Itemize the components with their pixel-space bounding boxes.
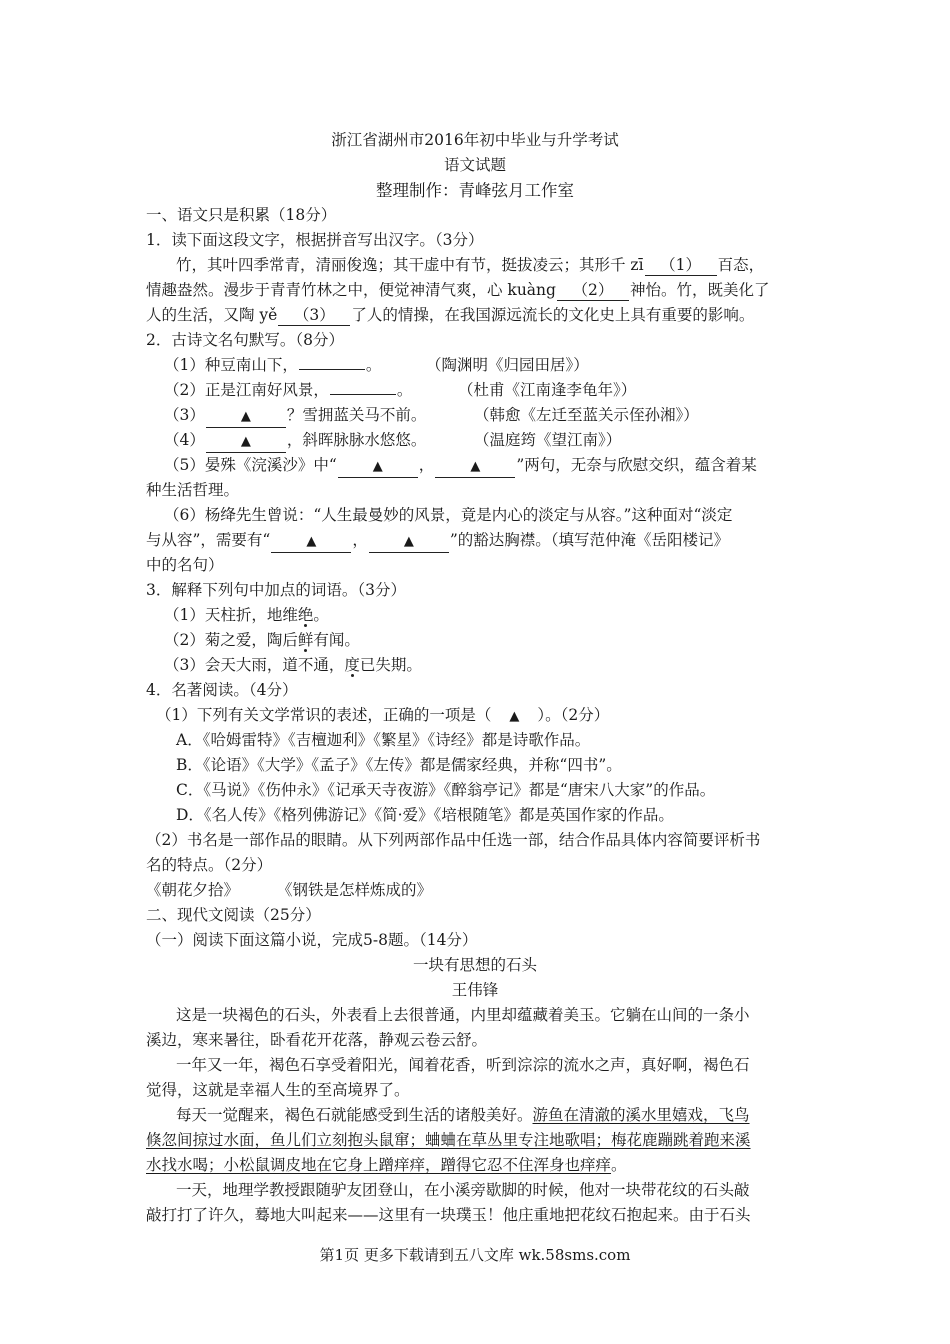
q4-option-b: B．《论语》《大学》《孟子》《左传》都是儒家经典，并称“四书”。 (176, 756, 622, 774)
q4-book-list (146, 878, 810, 903)
q1-stem: 1．读下面这段文字，根据拼音写出汉字。（3分） (146, 231, 484, 249)
q2-text: （1）种豆南山下， (164, 356, 298, 374)
story-paragraph-1: 这是一块褐色的石头，外表看上去很普通，内里却蕴藏着美玉。它躺在山间的一条小 (176, 1006, 750, 1024)
q3-item-2 (164, 628, 828, 653)
section2-part1: （一）阅读下面这篇小说，完成5-8题。（14分） (146, 931, 478, 949)
q2-text: ，斜晖脉脉水悠悠。 (286, 431, 427, 449)
story-text: 每天一觉醒来，褐色石就能感受到生活的诸般美好。 (176, 1106, 533, 1124)
q4-text: （1）下列有关文学常识的表述，正确的一项是（ (156, 706, 492, 724)
story-paragraph-1-cont: 溪边，寒来暑往，卧看花开花落，静观云卷云舒。 (146, 1031, 488, 1049)
q2-text: ？雪拥蓝关马不前。 (286, 406, 427, 424)
page-footer: 第1页 更多下载请到五八文库 wk.58sms.com (319, 1246, 631, 1264)
q1-blank-1: （1） (645, 255, 717, 276)
story-author: 王伟锋 (451, 981, 499, 999)
story-title: 一块有思想的石头 (412, 956, 537, 974)
q3-text: （3）会天大雨，道不通， (164, 656, 345, 674)
q2-text: ”的豁达胸襟。（填写范仲淹《岳阳楼记》 (449, 531, 730, 549)
q1-text: 神怡。竹，既美化了 (629, 281, 770, 299)
producer-line: 整理制作：青峰弦月工作室 (376, 181, 574, 200)
q2-item-5 (164, 453, 828, 478)
q4-option-a: A．《哈姆雷特》《吉檀迦利》《繁星》《诗经》都是诗歌作品。 (176, 731, 591, 749)
q1-paragraph-line-1 (176, 253, 840, 278)
dotted-word: 绝 (297, 606, 314, 624)
q2-stem: 2．古诗文名句默写。（8分） (146, 331, 344, 349)
q1-paragraph-line-2 (146, 278, 810, 303)
answer-marker: ▲ (271, 532, 351, 553)
q2-text: （2）正是江南好风景， (164, 381, 329, 399)
q2-text: ， (352, 531, 368, 549)
q2-text: 。 (396, 381, 413, 399)
q1-text: 百态， (717, 256, 765, 274)
q2-item-4 (164, 428, 828, 453)
q2-text: （3） (164, 406, 205, 424)
answer-marker: ▲ (509, 709, 520, 724)
dotted-word: 鲜 (297, 631, 314, 649)
story-paragraph-4: 一天，地理学教授跟随驴友团登山，在小溪旁歇脚的时候，他对一块带花纹的石头敲 (176, 1181, 750, 1199)
q2-text: （5）晏殊《浣溪沙》中“ (164, 456, 337, 474)
q1-blank-2: （2） (557, 280, 629, 301)
section1-heading: 一、语文只是积累（18分） (146, 206, 337, 224)
underlined-text: 水找水喝；小松鼠调皮地在它身上蹭痒痒，蹭得它忍不住浑身也痒痒 (146, 1156, 612, 1174)
q1-text: 了人的情操，在我国源远流长的文化史上具有重要的影响。 (351, 306, 755, 324)
q4-sub-2-cont: 名的特点。（2分） (146, 856, 273, 874)
q4-sub-2: （2）书名是一部作品的眼睛。从下列两部作品中任选一部，结合作品具体内容简要评析书 (146, 831, 761, 849)
q1-text: 人的生活，又陶 yě (146, 306, 278, 324)
q3-item-1 (164, 603, 828, 628)
q2-item-6: （6）杨绛先生曾说：“人生最曼妙的风景，竟是内心的淡定与从容。”这种面对“淡定 (164, 506, 733, 524)
q4-text: ）。（2分） (537, 706, 610, 724)
q1-text: 竹，其叶四季常青，清丽俊逸；其干虚中有节，挺拔凌云；其形千 zī (176, 256, 644, 274)
story-text: 。 (611, 1156, 627, 1174)
answer-marker: ▲ (369, 532, 449, 553)
q2-blank (330, 394, 396, 395)
story-paragraph-3-end (146, 1153, 810, 1178)
story-paragraph-2: 一年又一年，褐色石享受着阳光，闻着花香，听到淙淙的流水之声，真好啊，褐色石 (176, 1056, 750, 1074)
q1-text: 情趣盎然。漫步于青青竹林之中，便觉神清气爽，心 kuàng (146, 281, 556, 299)
q2-item-6-line-2 (146, 528, 810, 553)
dotted-word: 度 (344, 656, 360, 674)
q2-item-2 (164, 378, 828, 403)
underlined-text: 倏忽间掠过水面，鱼儿们立刻抱头鼠窜；蛐蛐在草丛里专注地歌唱；梅花鹿蹦跳着跑来溪 (146, 1131, 751, 1149)
underlined-text: 游鱼在清澈的溪水里嬉戏，飞鸟 (532, 1106, 750, 1124)
q3-text: 。 (313, 606, 329, 624)
answer-marker: ▲ (206, 432, 286, 453)
q3-text: （1）天柱折，地维 (164, 606, 298, 624)
q2-item-3 (164, 403, 828, 428)
q4-stem: 4．名著阅读。（4分） (146, 681, 298, 699)
q1-blank-3: （3） (278, 305, 350, 326)
q2-source: （韩愈《左迁至蓝关示侄孙湘》） (474, 406, 699, 424)
q2-source: （陶渊明《归园田居》） (426, 356, 589, 374)
story-paragraph-4-cont: 敲打打了许久，蓦地大叫起来——这里有一块璞玉！他庄重地把花纹石抱起来。由于石头 (146, 1206, 751, 1224)
exam-title: 浙江省湖州市2016年初中毕业与升学考试 (331, 131, 619, 149)
q3-text: 有闻。 (313, 631, 360, 649)
q2-item-5-cont: 种生活哲理。 (146, 481, 240, 499)
q2-item-1 (164, 353, 828, 378)
q4-option-d: D．《名人传》《格列佛游记》《简·爱》《培根随笔》都是英国作家的作品。 (176, 806, 674, 824)
q2-blank (299, 369, 365, 370)
q2-item-6-line-3: 中的名句） (146, 556, 224, 574)
exam-subtitle: 语文试题 (443, 156, 506, 174)
answer-marker: ▲ (338, 457, 418, 478)
q2-source: （杜甫《江南逢李龟年》） (458, 381, 637, 399)
q3-item-3 (164, 653, 828, 678)
story-paragraph-3 (176, 1103, 840, 1128)
q2-text: （4） (164, 431, 205, 449)
answer-marker: ▲ (206, 407, 286, 428)
q2-text: 。 (365, 356, 382, 374)
book-title: 《朝花夕拾》 (146, 881, 240, 899)
answer-marker: ▲ (435, 457, 515, 478)
story-paragraph-2-cont: 觉得，这就是幸福人生的至高境界了。 (146, 1081, 410, 1099)
q4-sub-1 (156, 703, 820, 728)
q3-text: （2）菊之爱，陶后 (164, 631, 298, 649)
q4-option-c: C．《马说》《伤仲永》《记承天寺夜游》《醉翁亭记》都是“唐宋八大家”的作品。 (176, 781, 716, 799)
q1-paragraph-line-3 (146, 303, 810, 328)
q2-source: （温庭筠《望江南》） (474, 431, 622, 449)
q2-text: 与从容”，需要有“ (146, 531, 271, 549)
section2-heading: 二、现代文阅读（25分） (146, 906, 321, 924)
q2-text: ， (418, 456, 435, 474)
book-title: 《钢铁是怎样炼成的》 (277, 881, 433, 899)
q2-text: ”两句，无奈与欣慰交织，蕴含着某 (516, 456, 757, 474)
q3-stem: 3．解释下列句中加点的词语。（3分） (146, 581, 406, 599)
q3-text: 已失期。 (359, 656, 422, 674)
